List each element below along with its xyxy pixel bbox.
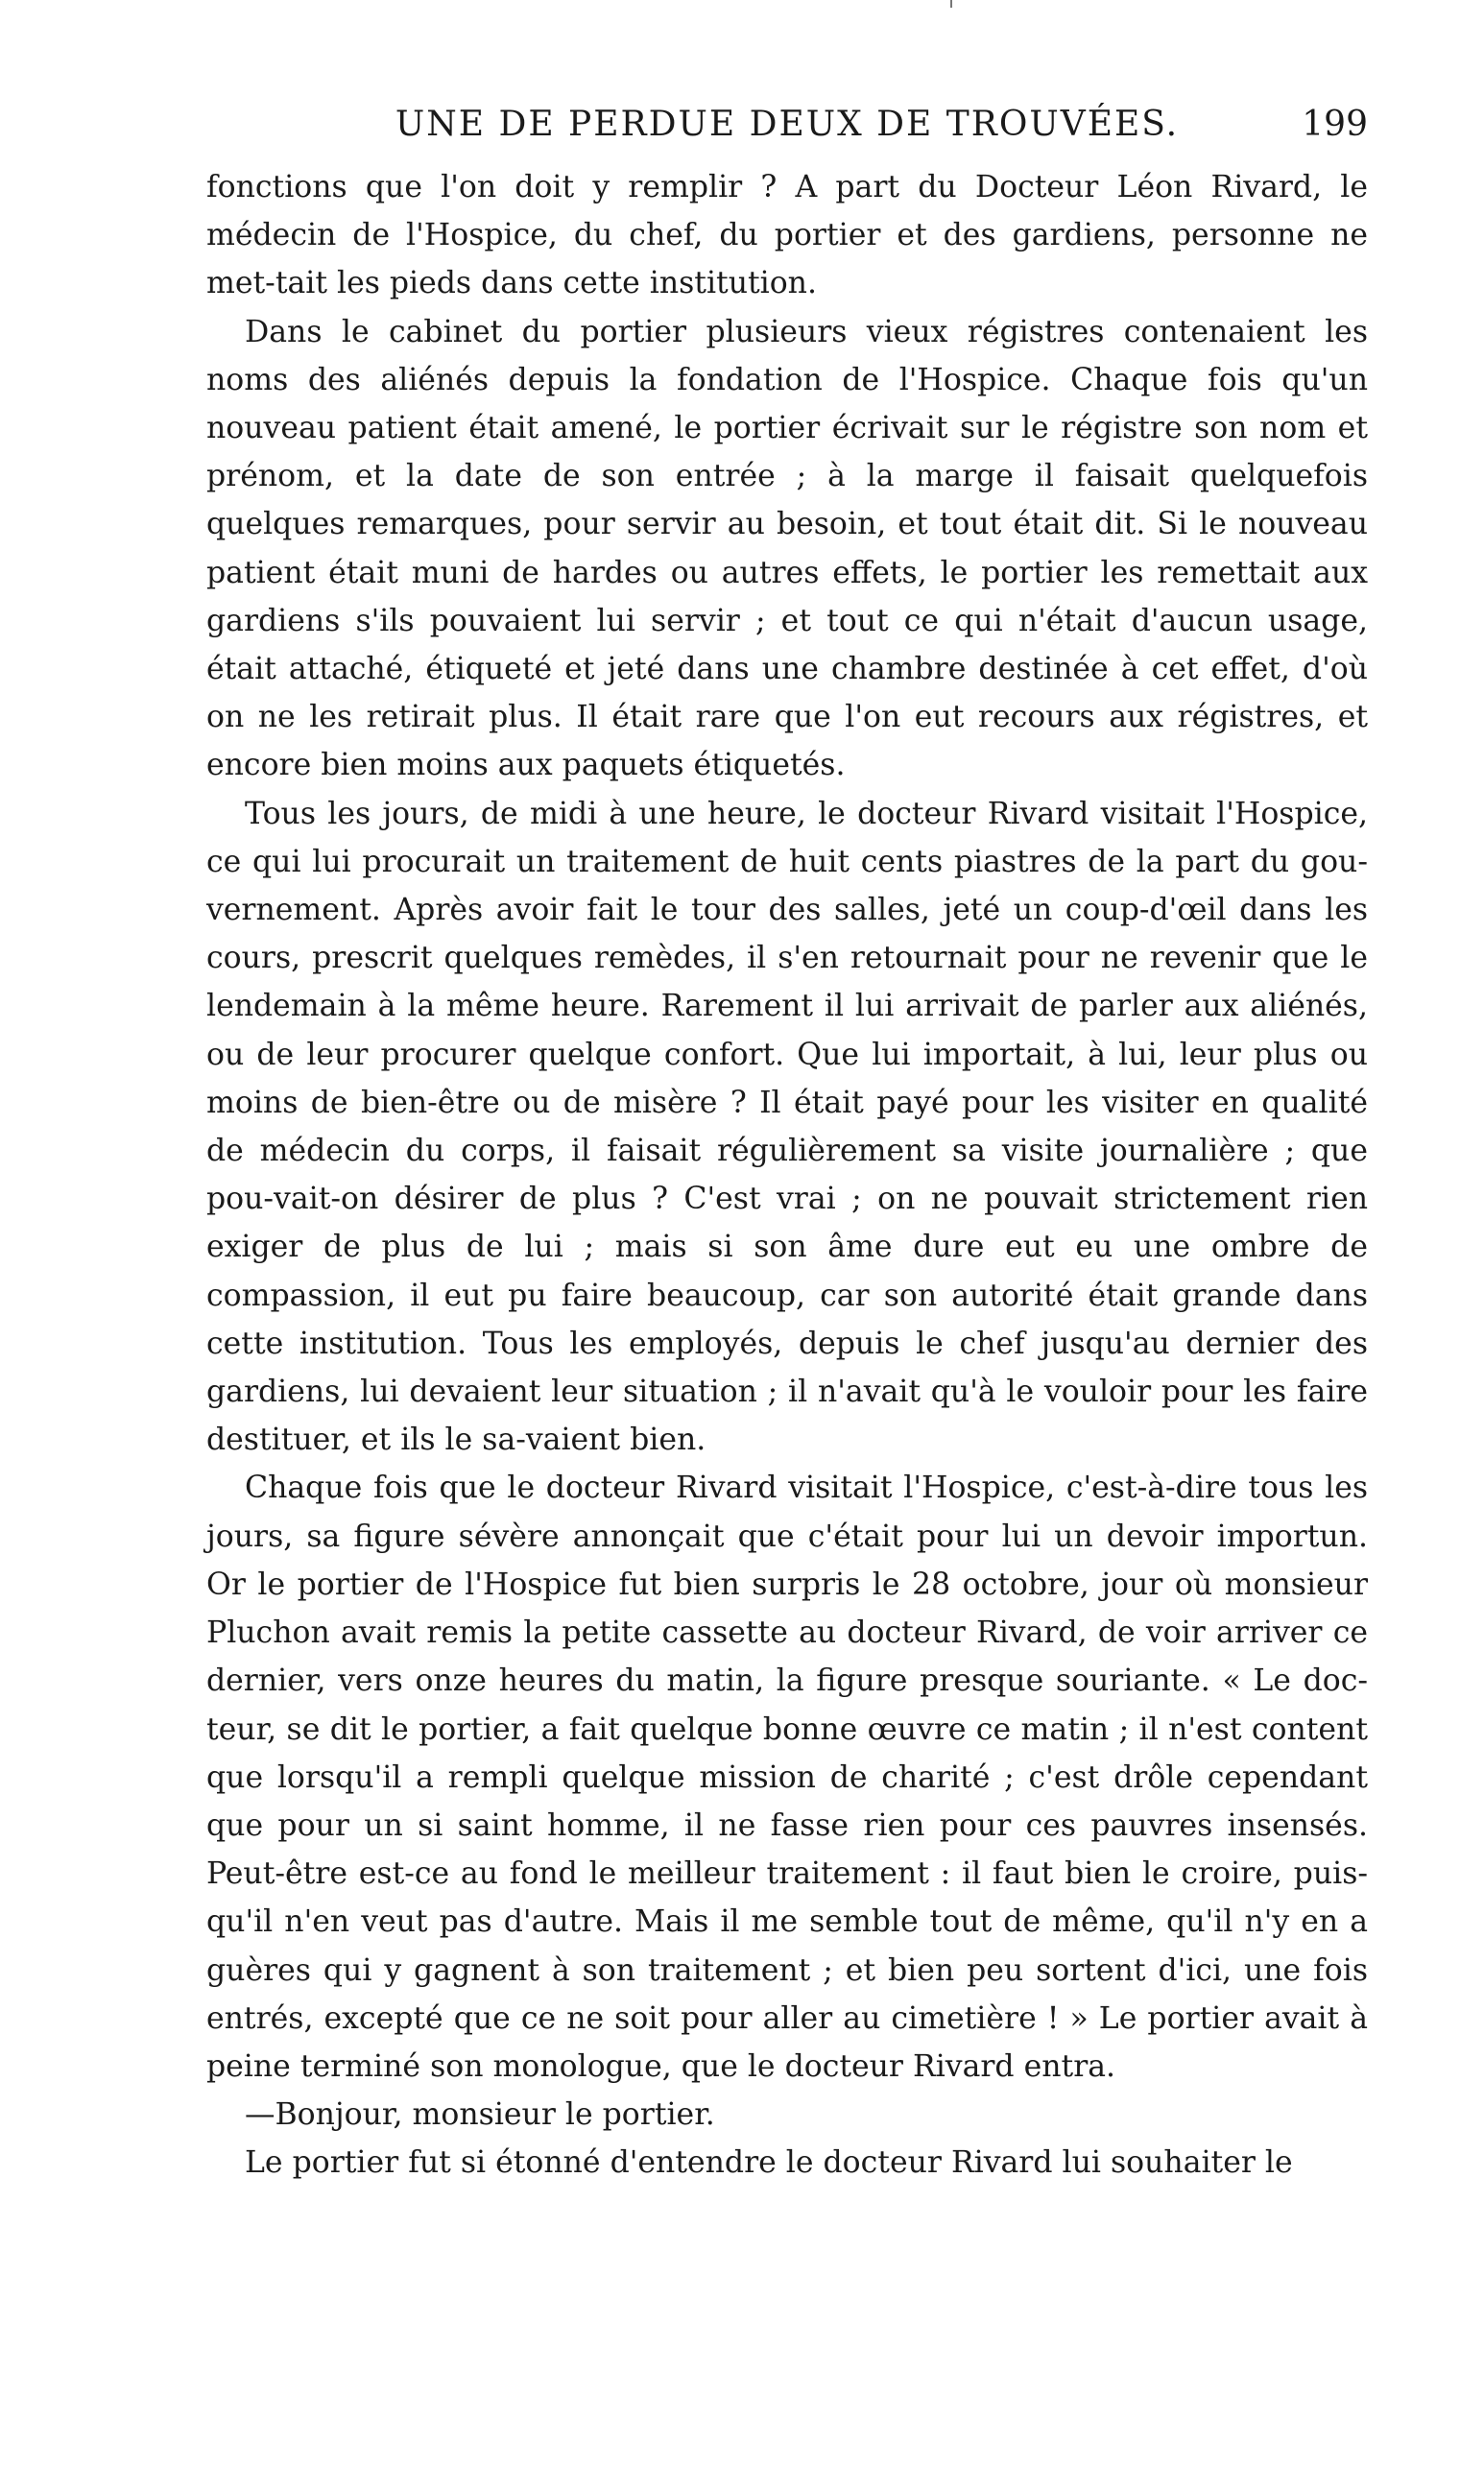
paragraph: Chaque fois que le docteur Rivard visitait l'Hospice, c'est-à-dire tous les jours, sa figure sévère annonçait que c'était pour lui un devoir importun. Or le portier de l'Hospice fut bien surpris le 28 octobre, jour où monsieur Pluchon avait remis la petite cassette au docteur Rivard, de voir arriver ce dernier, vers onze heures du matin, la figure presque souriante. « Le doc-teur, se dit le portier, a fait quelque bonne œuvre ce matin ; il n'est content que lorsqu'il a rempli quelque mission de charité ; c'est drôle cependant que pour un si saint homme, il ne fasse rien pour ces pauvres insensés. Peut-être est-ce au fond le meilleur traitement : il faut bien le croire, puis-qu'il n'en veut pas d'autre. Mais il me semble tout de même, qu'il n'y en a guères qui y gagnent à son traitement ; et bien peu sortent d'ici, une fois entrés, excepté que ce ne soit pour aller au cimetière ! » Le portier avait à peine terminé son monologue, que le docteur Rivard entra. bbox=[206, 1471, 1368, 2084]
page-header bbox=[206, 96, 1368, 163]
paragraph: Le portier fut si étonné d'entendre le docteur Rivard lui souhaiter le bbox=[245, 2145, 1293, 2181]
paragraph: Tous les jours, de midi à une heure, le docteur Rivard visitait l'Hospice, ce qui lui procurait un traitement de huit cents piastres de la part du gou-vernement. Après avoir fait le tour des salles, jeté un coup-d'œil dans les cours, prescrit quelques remèdes, il s'en retournait pour ne revenir que le lendemain à la même heure. Rarement il lui arrivait de parler aux aliénés, ou de leur procurer quelque confort. Que lui importait, à lui, leur plus ou moins de bien-être ou de misère ? Il était payé pour les visiter en qualité de médecin du corps, il faisait régulièrement sa visite journalière ; que pou-vait-on désirer de plus ? C'est vrai ; on ne pouvait strictement rien exiger de plus de lui ; mais si son âme dure eut eu une ombre de compassion, il eut pu faire beaucoup, car son autorité était grande dans cette institution. Tous les employés, depuis le chef jusqu'au dernier des gardiens, lui devaient leur situation ; il n'avait qu'à le vouloir pour les faire destituer, et ils le sa-vaient bien. bbox=[206, 796, 1368, 1458]
dialogue-line: —Bonjour, monsieur le portier. bbox=[245, 2097, 715, 2133]
paragraph-continued: fonctions que l'on doit y remplir ? A part du Docteur Léon Rivard, le médecin de l'Hospice, du chef, du portier et des gardiens, personne ne met-tait les pieds dans cette institution. bbox=[206, 170, 1368, 301]
scan-mark bbox=[950, 0, 952, 8]
page-number: 199 bbox=[1302, 105, 1368, 144]
book-page bbox=[206, 96, 1368, 2188]
running-title: UNE DE PERDUE DEUX DE TROUVÉES. bbox=[395, 105, 1180, 144]
body-text bbox=[206, 163, 1368, 2188]
paragraph: Dans le cabinet du portier plusieurs vieux régistres contenaient les noms des aliénés depuis la fondation de l'Hospice. Chaque fois qu'un nouveau patient était amené, le portier écrivait sur le régistre son nom et prénom, et la date de son entrée ; à la marge il faisait quelquefois quelques remarques, pour servir au besoin, et tout était dit. Si le nouveau patient était muni de hardes ou autres effets, le portier les remettait aux gardiens s'ils pouvaient lui servir ; et tout ce qui n'était d'aucun usage, était attaché, étiqueté et jeté dans une chambre destinée à cet effet, d'où on ne les retirait plus. Il était rare que l'on eut recours aux régistres, et encore bien moins aux paquets étiquetés. bbox=[206, 314, 1368, 783]
